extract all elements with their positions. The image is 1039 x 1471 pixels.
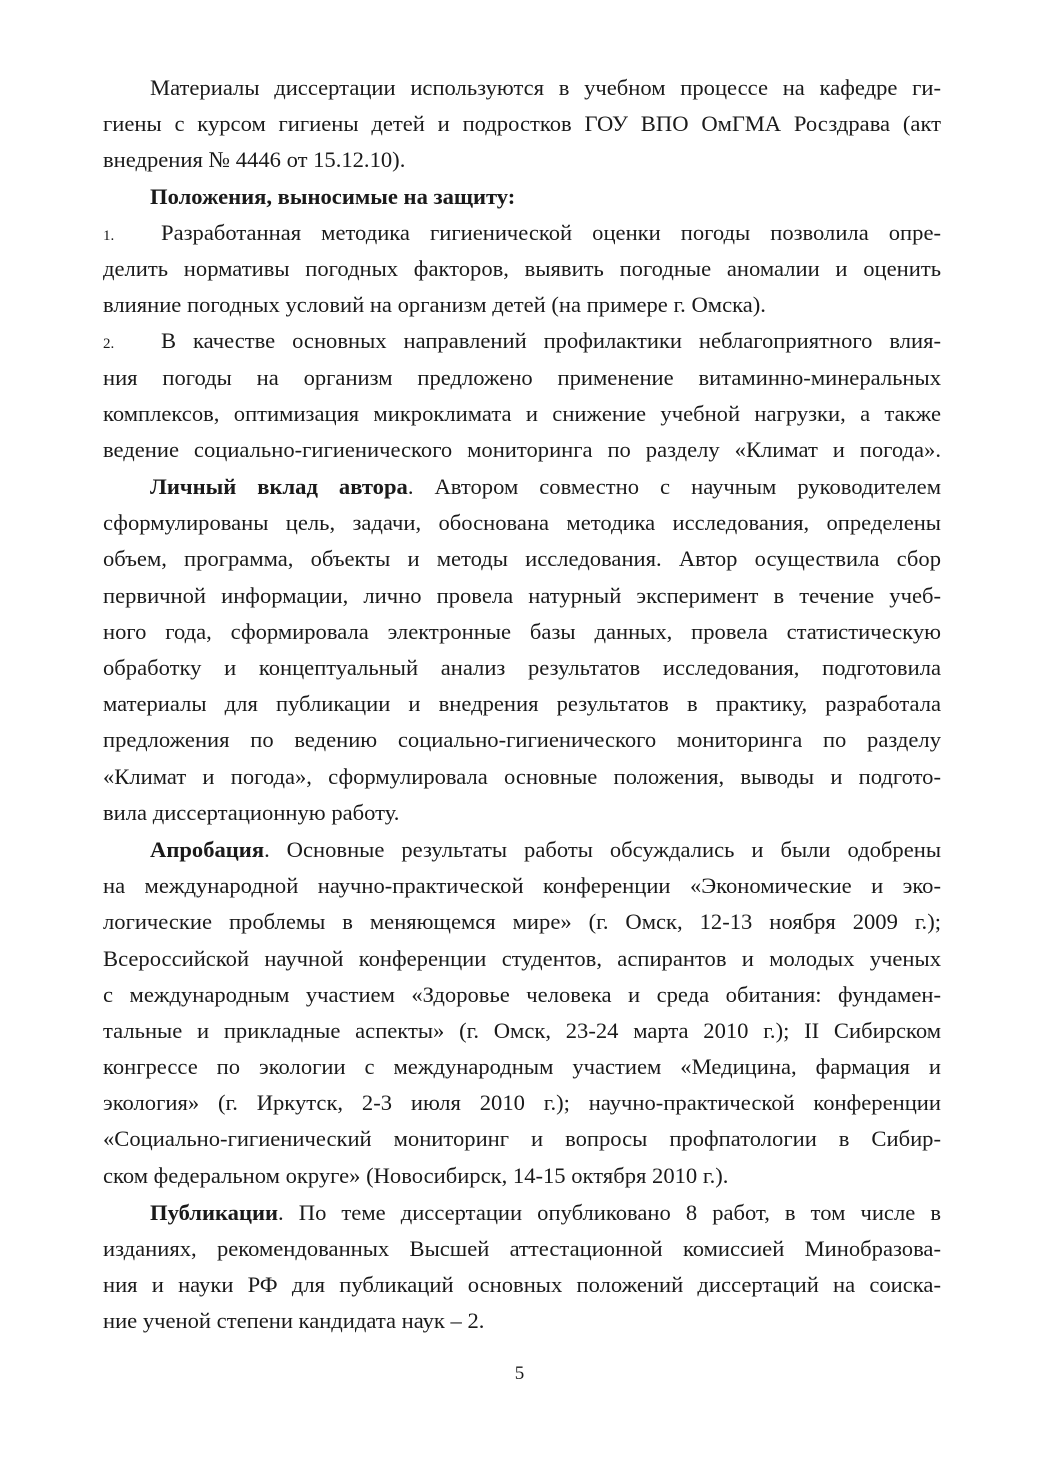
text-line: ния и науки РФ для публикаций основных положений диссертаций на соиска- [103,1272,941,1298]
publications-first-line: . По теме диссертации опубликовано 8 работ, в том числе в [278,1199,941,1225]
text-line: ведение социально-гигиенического мониторинга по разделу «Климат и погода». [103,436,941,462]
text-line [103,215,941,251]
text-line: делить нормативы погодных факторов, выявить погодные аномалии и оценить [103,255,941,281]
text-line: ного года, сформировала электронные базы данных, провела статистическую [103,618,941,644]
text-line: комплексов, оптимизация микроклимата и снижение учебной нагрузки, а также [103,400,941,426]
list-number: 1. [103,227,115,244]
text-line: Материалы диссертации используются в учебном процессе на кафедре ги- [150,75,941,100]
text-line: ском федеральном округе» (Новосибирск, 14-15 октября 2010 г.). [103,1162,729,1188]
contribution-first-line: . Автором совместно с научным руководителем [407,474,941,500]
text-line: тальные и прикладные аспекты» (г. Омск, 23-24 марта 2010 г.); II Сибирском [103,1017,941,1043]
publications-label: Публикации [150,1199,279,1225]
text-line: предложения по ведению социально-гигиенического мониторинга по разделу [103,727,941,753]
theses-section [103,179,941,469]
text-line: материалы для публикации и внедрения результатов в практику, разработала [103,691,941,717]
text-line: экология» (г. Иркутск, 2-3 июля 2010 г.); научно-практической конференции [103,1090,941,1116]
approbation-first-line: . Основные результаты работы обсуждались и были одобрены [264,836,941,862]
text-line: логические проблемы в меняющемся мире» (г. Омск, 12-13 ноября 2009 г.); [103,909,941,935]
thesis-item-2 [103,323,941,468]
thesis-item-1 [103,215,941,324]
thesis-first-line: В качестве основных направлений профилактики неблагоприятного влия- [161,328,941,354]
paragraph-contribution [103,469,941,831]
text-line: первичной информации, лично провела натурный эксперимент в течение учеб- [103,582,941,608]
paragraph-publications [103,1195,941,1340]
text-line: влияние погодных условий на организм детей (на примере г. Омска). [103,292,766,318]
text-line: обработку и концептуальный анализ результатов исследования, подготовила [103,655,941,680]
text-line: вила диссертационную работу. [103,799,400,825]
text-line: объем, программа, объекты и методы исследования. Автор осуществила сбор [103,546,941,572]
text-line [103,1195,941,1231]
paragraph-implementation [103,70,941,179]
text-line: конгрессе по экологии с международным участием «Медицина, фармация и [103,1054,941,1080]
theses-heading [103,179,941,215]
text-line: ния погоды на организм предложено применение витаминно-минеральных [103,364,941,390]
text-line [103,832,941,868]
text-line: изданиях, рекомендованных Высшей аттестационной комиссией Минобразова- [103,1236,941,1261]
text-line: ние ученой степени кандидата наук – 2. [103,1308,485,1334]
document-page [103,70,941,1340]
text-line: сформулированы цель, задачи, обоснована методика исследования, определены [103,510,941,536]
paragraph-approbation [103,832,941,1194]
thesis-first-line: Разработанная методика гигиенической оценки погоды позволила опре- [161,219,941,245]
contribution-label: Личный вклад автора [150,474,408,500]
text-line: с международным участием «Здоровье человека и среда обитания: фундамен- [103,981,941,1007]
text-line: «Климат и погода», сформулировала основные положения, выводы и подгото- [103,763,941,789]
text-line: внедрения № 4446 от 15.12.10). [103,147,406,173]
text-line: «Социально-гигиенический мониторинг и вопросы профпатологии в Сибир- [103,1126,941,1152]
theses-heading-text: Положения, выносимые на защиту: [150,183,516,209]
list-number: 2. [103,336,115,353]
text-line: на международной научно-практической конференции «Экономические и эко- [103,873,941,899]
text-line [103,323,941,359]
approbation-label: Апробация [150,836,265,862]
text-line [103,469,941,505]
text-line: гиены с курсом гигиены детей и подростков ГОУ ВПО ОмГМА Росздрава (акт [103,111,941,137]
page-number: 5 [514,1363,525,1384]
text-line: Всероссийской научной конференции студентов, аспирантов и молодых ученых [103,945,941,971]
